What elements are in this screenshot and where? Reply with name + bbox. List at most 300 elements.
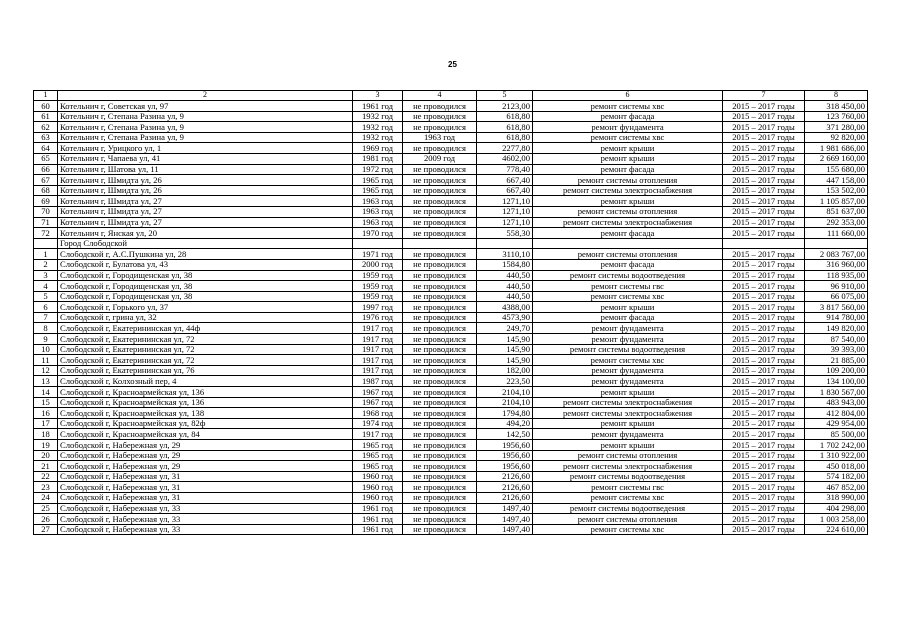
address-cell: Город Слободской [58,238,353,249]
last-repair-cell: не проводился [403,111,477,122]
build-year-cell: 1960 год [353,492,403,503]
work-type-cell: ремонт крыши [533,418,723,429]
work-type-cell: ремонт крыши [533,440,723,451]
address-cell: Слободской г, Набережная ул, 29 [58,450,353,461]
table-row [34,196,868,207]
cost-cell: 118 935,00 [805,270,868,281]
work-type-cell: ремонт фундамента [533,334,723,345]
build-year-cell: 1968 год [353,408,403,419]
period-cell: 2015 – 2017 годы [723,312,805,323]
build-year-cell: 1917 год [353,429,403,440]
work-type-cell: ремонт крыши [533,143,723,154]
address-cell: Слободской г, Екатерининская ул, 76 [58,365,353,376]
table-row [34,249,868,260]
last-repair-cell: не проводился [403,450,477,461]
last-repair-cell: не проводился [403,334,477,345]
column-header: 4 [403,91,477,101]
work-type-cell: ремонт фундамента [533,365,723,376]
area-cell: 4602,00 [477,153,533,164]
period-cell: 2015 – 2017 годы [723,122,805,133]
row-number-cell: 20 [34,450,58,461]
last-repair-cell: 1963 год [403,132,477,143]
address-cell: Слободской г, Набережная ул, 31 [58,482,353,493]
last-repair-cell: не проводился [403,418,477,429]
work-type-cell: ремонт системы гвс [533,281,723,292]
work-type-cell: ремонт фундамента [533,376,723,387]
table-row [34,281,868,292]
address-cell: Слободской г, Городищенская ул, 38 [58,270,353,281]
work-type-cell: ремонт системы отопления [533,175,723,186]
address-cell: Слободской г, Екатерининская ул, 72 [58,355,353,366]
work-type-cell: ремонт фундамента [533,429,723,440]
area-cell: 1956,60 [477,461,533,472]
area-cell: 1271,10 [477,196,533,207]
build-year-cell: 1961 год [353,503,403,514]
address-cell: Слободской г, Екатерининская ул, 44ф [58,323,353,334]
cost-cell: 134 100,00 [805,376,868,387]
last-repair-cell: не проводился [403,249,477,260]
period-cell: 2015 – 2017 годы [723,323,805,334]
row-number-cell: 70 [34,206,58,217]
row-number-cell: 68 [34,185,58,196]
row-number-cell: 23 [34,482,58,493]
area-cell: 2126,60 [477,471,533,482]
build-year-cell: 1969 год [353,143,403,154]
period-cell: 2015 – 2017 годы [723,185,805,196]
address-cell: Котельнич г, Степана Разина ул, 9 [58,132,353,143]
cost-cell: 316 960,00 [805,259,868,270]
row-number-cell: 13 [34,376,58,387]
cost-cell: 3 817 560,00 [805,302,868,313]
period-cell: 2015 – 2017 годы [723,101,805,112]
column-header: 7 [723,91,805,101]
period-cell: 2015 – 2017 годы [723,387,805,398]
address-cell: Слободской г, Красноармейская ул, 136 [58,387,353,398]
area-cell: 2104,10 [477,397,533,408]
table-row [34,524,868,535]
period-cell: 2015 – 2017 годы [723,206,805,217]
address-cell: Слободской г, Городищенская ул, 38 [58,291,353,302]
period-cell: 2015 – 2017 годы [723,164,805,175]
area-cell: 667,40 [477,175,533,186]
area-cell: 145,90 [477,355,533,366]
work-type-cell: ремонт системы хвс [533,101,723,112]
work-type-cell: ремонт системы хвс [533,355,723,366]
row-number-cell: 7 [34,312,58,323]
table-row [34,291,868,302]
last-repair-cell: не проводился [403,397,477,408]
build-year-cell: 1967 год [353,397,403,408]
work-type-cell: ремонт системы отопления [533,450,723,461]
period-cell: 2015 – 2017 годы [723,503,805,514]
cost-cell: 412 804,00 [805,408,868,419]
table-row [34,217,868,228]
period-cell: 2015 – 2017 годы [723,450,805,461]
build-year-cell: 1932 год [353,132,403,143]
row-number-cell: 17 [34,418,58,429]
address-cell: Слободской г, Набережная ул, 33 [58,524,353,535]
address-cell: Слободской г, Набережная ул, 33 [58,503,353,514]
cost-cell: 149 820,00 [805,323,868,334]
work-type-cell: ремонт системы отопления [533,206,723,217]
period-cell: 2015 – 2017 годы [723,492,805,503]
period-cell: 2015 – 2017 годы [723,291,805,302]
cost-cell: 483 943,00 [805,397,868,408]
cost-cell: 123 760,00 [805,111,868,122]
build-year-cell [353,238,403,249]
row-number-cell: 1 [34,249,58,260]
area-cell: 1956,60 [477,450,533,461]
last-repair-cell: не проводился [403,514,477,525]
period-cell: 2015 – 2017 годы [723,217,805,228]
address-cell: Котельнич г, Степана Разина ул, 9 [58,122,353,133]
table-row [34,344,868,355]
last-repair-cell: не проводился [403,259,477,270]
period-cell: 2015 – 2017 годы [723,111,805,122]
period-cell: 2015 – 2017 годы [723,153,805,164]
work-type-cell: ремонт фундамента [533,122,723,133]
area-cell: 223,50 [477,376,533,387]
column-header: 2 [58,91,353,101]
table-row [34,418,868,429]
address-cell: Котельнич г, Шатова ул, 11 [58,164,353,175]
address-cell: Котельнич г, Шмидта ул, 27 [58,206,353,217]
last-repair-cell: не проводился [403,291,477,302]
build-year-cell: 1959 год [353,270,403,281]
cost-cell: 87 540,00 [805,334,868,345]
address-cell: Слободской г, Набережная ул, 29 [58,461,353,472]
last-repair-cell: не проводился [403,471,477,482]
table-row [34,450,868,461]
row-number-cell: 8 [34,323,58,334]
address-cell: Котельнич г, Чапаева ул, 41 [58,153,353,164]
work-type-cell: ремонт фасада [533,259,723,270]
cost-cell: 66 075,00 [805,291,868,302]
build-year-cell: 1959 год [353,291,403,302]
period-cell: 2015 – 2017 годы [723,334,805,345]
area-cell: 2104,10 [477,387,533,398]
address-cell: Слободской г, Екатерининская ул, 72 [58,334,353,345]
last-repair-cell: не проводился [403,101,477,112]
area-cell: 618,80 [477,122,533,133]
last-repair-cell: не проводился [403,143,477,154]
area-cell: 145,90 [477,334,533,345]
table-row [34,206,868,217]
table-row [34,143,868,154]
cost-cell: 2 669 160,00 [805,153,868,164]
work-type-cell: ремонт системы водоотведения [533,270,723,281]
period-cell: 2015 – 2017 годы [723,524,805,535]
cost-cell: 2 083 767,00 [805,249,868,260]
table-row [34,408,868,419]
row-number-cell: 5 [34,291,58,302]
address-cell: Котельнич г, Советская ул, 97 [58,101,353,112]
last-repair-cell: не проводился [403,196,477,207]
address-cell: Слободской г, А.С.Пушкина ул, 28 [58,249,353,260]
work-type-cell: ремонт крыши [533,153,723,164]
table-row [34,387,868,398]
address-cell: Слободской г, Набережная ул, 31 [58,471,353,482]
last-repair-cell: не проводился [403,387,477,398]
last-repair-cell: не проводился [403,376,477,387]
period-cell: 2015 – 2017 годы [723,397,805,408]
area-cell: 182,00 [477,365,533,376]
column-header: 3 [353,91,403,101]
build-year-cell: 1997 год [353,302,403,313]
table-row [34,122,868,133]
area-cell: 3110,10 [477,249,533,260]
cost-cell: 1 003 258,00 [805,514,868,525]
build-year-cell: 1961 год [353,514,403,525]
table-row [34,355,868,366]
cost-cell: 574 182,00 [805,471,868,482]
area-cell: 618,80 [477,132,533,143]
address-cell: Слободской г, Красноармейская ул, 84 [58,429,353,440]
area-cell: 4388,00 [477,302,533,313]
cost-cell: 914 780,00 [805,312,868,323]
cost-cell: 467 852,00 [805,482,868,493]
last-repair-cell: не проводился [403,344,477,355]
address-cell: Котельнич г, Шмидта ул, 27 [58,196,353,207]
work-type-cell: ремонт фасада [533,228,723,239]
cost-cell: 111 660,00 [805,228,868,239]
period-cell: 2015 – 2017 годы [723,408,805,419]
cost-cell: 224 610,00 [805,524,868,535]
area-cell: 667,40 [477,185,533,196]
cost-cell: 153 502,00 [805,185,868,196]
table-row [34,259,868,270]
row-number-cell: 64 [34,143,58,154]
area-cell: 440,50 [477,281,533,292]
row-number-cell: 2 [34,259,58,270]
cost-cell: 318 450,00 [805,101,868,112]
cost-cell: 96 910,00 [805,281,868,292]
last-repair-cell: 2009 год [403,153,477,164]
address-cell: Слободской г, Красноармейская ул, 136 [58,397,353,408]
cost-cell: 39 393,00 [805,344,868,355]
build-year-cell: 1961 год [353,101,403,112]
table-row [34,514,868,525]
cost-cell: 429 954,00 [805,418,868,429]
work-type-cell: ремонт системы электроснабжения [533,217,723,228]
work-type-cell: ремонт фасада [533,312,723,323]
table-row [34,503,868,514]
last-repair-cell: не проводился [403,355,477,366]
period-cell: 2015 – 2017 годы [723,344,805,355]
last-repair-cell: не проводился [403,217,477,228]
row-number-cell: 3 [34,270,58,281]
work-type-cell: ремонт крыши [533,302,723,313]
cost-cell: 1 105 857,00 [805,196,868,207]
work-type-cell: ремонт системы хвс [533,492,723,503]
work-type-cell: ремонт системы электроснабжения [533,397,723,408]
area-cell: 440,50 [477,270,533,281]
build-year-cell: 1961 год [353,524,403,535]
build-year-cell: 1974 год [353,418,403,429]
build-year-cell: 1971 год [353,249,403,260]
table-row [34,376,868,387]
period-cell: 2015 – 2017 годы [723,514,805,525]
cost-cell: 292 353,00 [805,217,868,228]
address-cell: Слободской г, Екатерининская ул, 72 [58,344,353,355]
last-repair-cell: не проводился [403,228,477,239]
area-cell: 2126,60 [477,492,533,503]
period-cell: 2015 – 2017 годы [723,259,805,270]
period-cell: 2015 – 2017 годы [723,376,805,387]
period-cell: 2015 – 2017 годы [723,175,805,186]
column-header: 8 [805,91,868,101]
table-body [34,101,868,535]
table-row [34,334,868,345]
area-cell: 1271,10 [477,206,533,217]
area-cell: 2277,80 [477,143,533,154]
area-cell: 1497,40 [477,524,533,535]
address-cell: Котельнич г, Шмидта ул, 26 [58,175,353,186]
last-repair-cell: не проводился [403,461,477,472]
address-cell: Котельнич г, Степана Разина ул, 9 [58,111,353,122]
area-cell [477,238,533,249]
build-year-cell: 1917 год [353,344,403,355]
cost-cell: 404 298,00 [805,503,868,514]
cost-cell: 109 200,00 [805,365,868,376]
work-type-cell: ремонт системы водоотведения [533,471,723,482]
header-row [34,91,868,101]
last-repair-cell [403,238,477,249]
row-number-cell: 60 [34,101,58,112]
last-repair-cell: не проводился [403,185,477,196]
period-cell: 2015 – 2017 годы [723,482,805,493]
table-row [34,397,868,408]
work-type-cell: ремонт крыши [533,387,723,398]
area-cell: 494,20 [477,418,533,429]
row-number-cell: 9 [34,334,58,345]
table-row [34,164,868,175]
row-number-cell: 24 [34,492,58,503]
row-number-cell: 27 [34,524,58,535]
table-row [34,440,868,451]
row-number-cell: 61 [34,111,58,122]
address-cell: Слободской г, Набережная ул, 29 [58,440,353,451]
period-cell: 2015 – 2017 годы [723,302,805,313]
area-cell: 778,40 [477,164,533,175]
row-number-cell: 6 [34,302,58,313]
last-repair-cell: не проводился [403,323,477,334]
column-header: 1 [34,91,58,101]
last-repair-cell: не проводился [403,281,477,292]
build-year-cell: 1963 год [353,206,403,217]
period-cell: 2015 – 2017 годы [723,418,805,429]
table-row [34,111,868,122]
area-cell: 2123,00 [477,101,533,112]
address-cell: Слободской г, Горького ул, 37 [58,302,353,313]
address-cell: Котельнич г, Янская ул, 20 [58,228,353,239]
area-cell: 1794,80 [477,408,533,419]
last-repair-cell: не проводился [403,270,477,281]
address-cell: Слободской г, Булатова ул, 43 [58,259,353,270]
last-repair-cell: не проводился [403,408,477,419]
row-number-cell: 25 [34,503,58,514]
row-number-cell: 22 [34,471,58,482]
work-type-cell: ремонт системы электроснабжения [533,185,723,196]
build-year-cell: 1960 год [353,471,403,482]
last-repair-cell: не проводился [403,175,477,186]
work-type-cell: ремонт системы электроснабжения [533,408,723,419]
row-number-cell: 62 [34,122,58,133]
row-number-cell: 21 [34,461,58,472]
area-cell: 1497,40 [477,503,533,514]
work-type-cell: ремонт системы хвс [533,132,723,143]
last-repair-cell: не проводился [403,429,477,440]
period-cell: 2015 – 2017 годы [723,270,805,281]
row-number-cell: 18 [34,429,58,440]
cost-cell: 85 500,00 [805,429,868,440]
build-year-cell: 1972 год [353,164,403,175]
row-number-cell: 71 [34,217,58,228]
row-number-cell: 16 [34,408,58,419]
build-year-cell: 1917 год [353,355,403,366]
row-number-cell: 10 [34,344,58,355]
period-cell: 2015 – 2017 годы [723,249,805,260]
address-cell: Слободской г, Набережная ул, 31 [58,492,353,503]
last-repair-cell: не проводился [403,492,477,503]
work-type-cell: ремонт фундамента [533,323,723,334]
build-year-cell: 1965 год [353,461,403,472]
period-cell: 2015 – 2017 годы [723,429,805,440]
area-cell: 1497,40 [477,514,533,525]
build-year-cell: 1917 год [353,323,403,334]
row-number-cell: 67 [34,175,58,186]
last-repair-cell: не проводился [403,440,477,451]
table-row [34,270,868,281]
address-cell: Котельнич г, Урицкого ул, 1 [58,143,353,154]
address-cell: Котельнич г, Шмидта ул, 27 [58,217,353,228]
build-year-cell: 1963 год [353,217,403,228]
build-year-cell: 1932 год [353,122,403,133]
table-row [34,175,868,186]
address-cell: Слободской г, Городищенская ул, 38 [58,281,353,292]
build-year-cell: 1965 год [353,440,403,451]
area-cell: 2126,60 [477,482,533,493]
table-row [34,482,868,493]
cost-cell: 1 981 686,00 [805,143,868,154]
row-number-cell: 14 [34,387,58,398]
row-number-cell: 15 [34,397,58,408]
table-row [34,228,868,239]
area-cell: 145,90 [477,344,533,355]
address-cell: Слободской г, Красноармейская ул, 138 [58,408,353,419]
period-cell: 2015 – 2017 годы [723,196,805,207]
area-cell: 440,50 [477,291,533,302]
cost-cell: 155 680,00 [805,164,868,175]
address-cell: Слободской г, Набережная ул, 33 [58,514,353,525]
work-type-cell: ремонт системы отопления [533,249,723,260]
row-number-cell: 63 [34,132,58,143]
work-type-cell: ремонт фасада [533,111,723,122]
row-number-cell: 72 [34,228,58,239]
cost-cell: 318 990,00 [805,492,868,503]
period-cell: 2015 – 2017 годы [723,440,805,451]
table-row [34,323,868,334]
period-cell: 2015 – 2017 годы [723,228,805,239]
address-cell: Котельнич г, Шмидта ул, 26 [58,185,353,196]
last-repair-cell: не проводился [403,312,477,323]
table-row [34,471,868,482]
last-repair-cell: не проводился [403,206,477,217]
last-repair-cell: не проводился [403,503,477,514]
cost-cell: 92 820,00 [805,132,868,143]
last-repair-cell: не проводился [403,122,477,133]
work-type-cell: ремонт системы отопления [533,514,723,525]
